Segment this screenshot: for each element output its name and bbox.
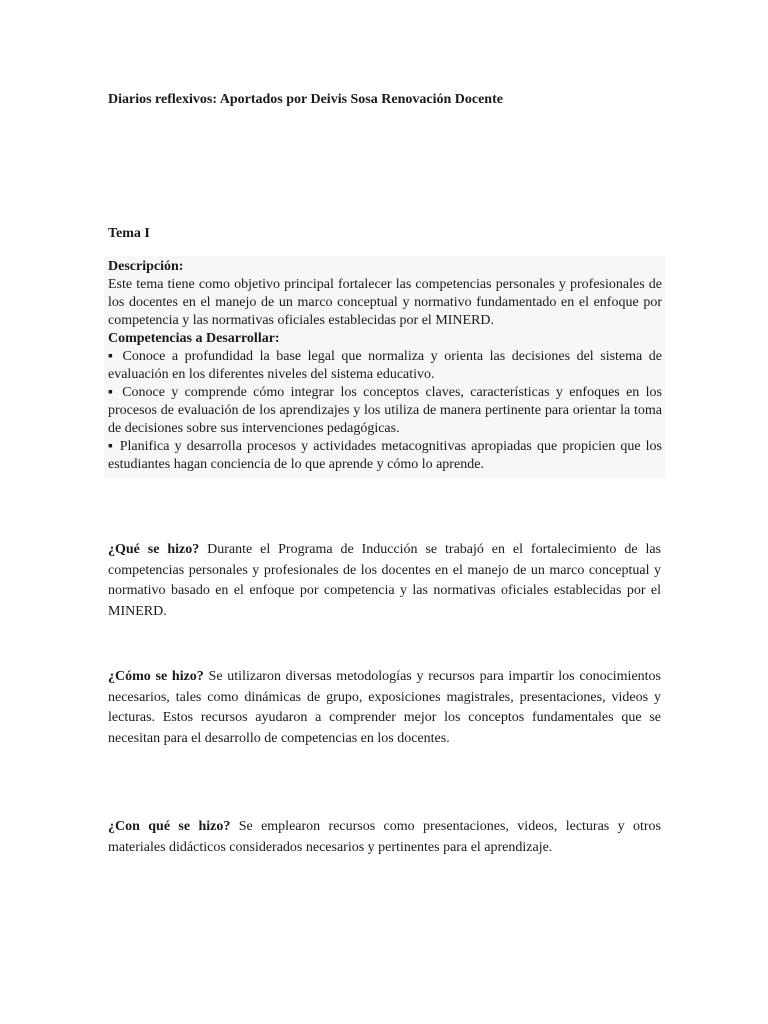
section-question: ¿Cómo se hizo? <box>108 669 204 684</box>
section-question: ¿Qué se hizo? <box>108 542 200 557</box>
competencia-item: ▪ Conoce a profundidad la base legal que normaliza y orienta las decisiones del sistema de evaluación en los diferentes niveles del sistema educativo. <box>108 349 662 382</box>
descripcion-label: Descripción: <box>108 259 184 274</box>
tema-heading: Tema I <box>108 226 150 241</box>
section-question: ¿Con qué se hizo? <box>108 819 231 834</box>
descripcion-text: Este tema tiene como objetivo principal fortalecer las competencias personales y profesionales de los docentes en el manejo de un marco conceptual y normativo fundamentado en el enfoque por competencia y las normativas oficiales establecidas por el MINERD. <box>108 277 662 328</box>
competencia-item: ▪ Conoce y comprende cómo integrar los conceptos claves, características y enfoques en los procesos de evaluación de los aprendizajes y los utiliza de manera pertinente para orientar la toma de decisiones sobre sus intervenciones pedagógicas. <box>108 385 662 436</box>
section-answer: Durante el Programa de Inducción se trabajó en el fortalecimiento de las competencias personales y profesionales de los docentes en el manejo de un marco conceptual y normativo basado en el enfoque por competencia y las normativas oficiales establecidas por el MINERD. <box>108 542 661 619</box>
section-answer: Se emplearon recursos como presentaciones, videos, lecturas y otros materiales didácticos considerados necesarios y pertinentes para el aprendizaje. <box>108 819 661 855</box>
competencia-item: ▪ Planifica y desarrolla procesos y actividades metacognitivas apropiadas que propicien que los estudiantes hagan conciencia de lo que aprende y cómo lo aprende. <box>108 439 662 472</box>
description-block <box>104 256 666 478</box>
section-que-se-hizo <box>108 540 661 622</box>
section-con-que-se-hizo <box>108 817 661 858</box>
competencias-label: Competencias a Desarrollar: <box>108 331 280 346</box>
document-title: Diarios reflexivos: Aportados por Deivis Sosa Renovación Docente <box>108 92 503 107</box>
section-como-se-hizo <box>108 667 661 749</box>
section-answer: Se utilizaron diversas metodologías y recursos para impartir los conocimientos necesarios, tales como dinámicas de grupo, exposiciones magistrales, presentaciones, videos y lecturas. Estos recursos ayudaron a comprender mejor los conceptos fundamentales que se necesitan para el desarrollo de competencias en los docentes. <box>108 669 662 746</box>
